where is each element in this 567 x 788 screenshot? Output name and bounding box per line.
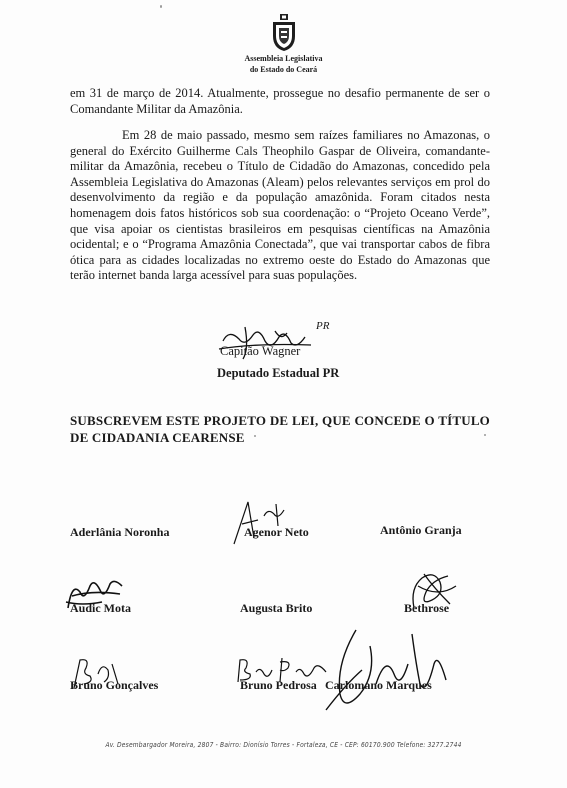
institution-name-line1: Assembleia Legislativa bbox=[244, 54, 323, 63]
member-name: Bruno Gonçalves bbox=[70, 678, 159, 692]
member-name: Audic Mota bbox=[70, 601, 131, 615]
subscribe-heading: SUBSCREVEM ESTE PROJETO DE LEI, QUE CONCEDE O TÍTULO DE CIDADANIA CEARENSE bbox=[70, 413, 490, 445]
member-signature bbox=[316, 624, 456, 716]
member-signature bbox=[228, 498, 298, 548]
body-paragraph-2: Em 28 de maio passado, mesmo sem raízes familiares no Amazonas, o general do Exército Guilherme Cals Theophilo Gaspar de Oliveira, comandante-militar da Amazônia, recebeu o Título de Cidadão do Amazonas, concedido pela Assembleia Legislativa do Amazonas (Aleam) pelos relevantes serviços em prol do desenvolvimento da região e da população amazônida. Foram citados nesta homenagem dois fatos históricos sob sua coordenação: o “Projeto Oceano Verde”, que visa apoiar os cientistas brasileiros em pesquisas científicas na Amazônia ocidental; e o “Programa Amazônia Conectada”, que vai transportar cabos de fibra ótica para as cidades localizadas no extremo oeste do Estado do Amazonas que terão internet banda larga acessível para suas populações. bbox=[70, 128, 490, 283]
signature-party-mark: PR bbox=[316, 320, 330, 332]
author-title: Deputado Estadual PR bbox=[217, 366, 340, 380]
member-name: Bruno Pedrosa bbox=[240, 678, 317, 692]
body-paragraph-1: em 31 de março de 2014. Atualmente, prossegue no desafio permanente de ser o Comandante Militar da Amazônia. bbox=[70, 86, 490, 116]
scan-speck bbox=[254, 435, 256, 437]
letterhead bbox=[0, 14, 567, 74]
state-seal-icon bbox=[269, 14, 299, 52]
footer-address: Av. Desembargador Moreira, 2807 - Bairro: Dionísio Torres - Fortaleza, CE - CEP: 60170.900 Telefone: 3277.2744 bbox=[105, 741, 462, 749]
member-name: Agenor Neto bbox=[244, 525, 309, 539]
member-name: Augusta Brito bbox=[240, 601, 313, 615]
member-name: Carlomano Marques bbox=[325, 678, 432, 692]
member-name: Aderlânia Noronha bbox=[70, 525, 170, 539]
scan-speck bbox=[160, 5, 162, 8]
institution-name-line2: do Estado do Ceará bbox=[249, 65, 318, 74]
author-name: Capitão Wagner bbox=[220, 344, 301, 358]
scan-speck bbox=[484, 434, 486, 436]
member-name: Antônio Granja bbox=[380, 523, 462, 537]
member-name: Bethrose bbox=[404, 601, 450, 615]
